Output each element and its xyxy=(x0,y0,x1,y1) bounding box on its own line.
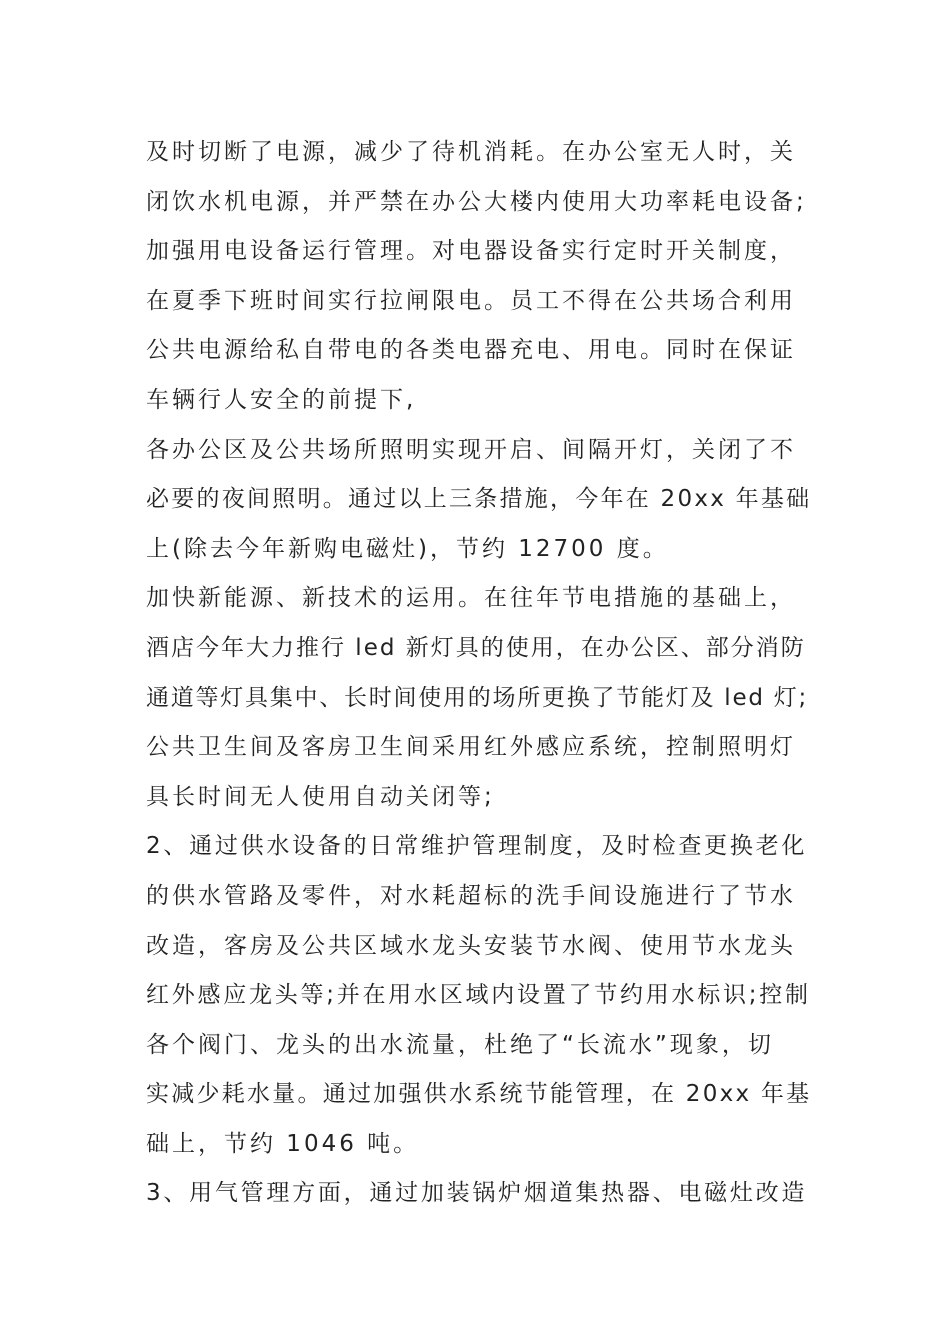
text-line: 3、用气管理方面，通过加装锅炉烟道集热器、电磁灶改造 xyxy=(146,1180,808,1207)
text-line: 及时切断了电源，减少了待机消耗。在办公室无人时，关 xyxy=(146,139,796,165)
text-line: 通道等灯具集中、长时间使用的场所更换了节能灯及 led 灯; xyxy=(146,684,809,711)
text-line: 车辆行人安全的前提下, xyxy=(146,386,417,413)
text-line: 公共电源给私自带电的各类电器充电、用电。同时在保证 xyxy=(146,337,796,364)
text-line: 各办公区及公共场所照明实现开启、间隔开灯，关闭了不 xyxy=(146,436,796,463)
text-line: 础上，节约 1046 吨。 xyxy=(146,1130,420,1157)
text-line: 改造，客房及公共区域水龙头安装节水阀、使用节水龙头 xyxy=(146,932,796,959)
text-line: 酒店今年大力推行 led 新灯具的使用，在办公区、部分消防 xyxy=(146,634,806,661)
text-line: 红外感应龙头等;并在用水区域内设置了节约用水标识;控制 xyxy=(146,982,811,1009)
text-line: 上(除去今年新购电磁灶)，节约 12700 度。 xyxy=(146,535,669,562)
text-line: 的供水管路及零件，对水耗超标的洗手间设施进行了节水 xyxy=(146,882,796,909)
text-line: 2、通过供水设备的日常维护管理制度，及时检查更换老化 xyxy=(146,833,808,860)
document-body xyxy=(146,128,811,1219)
text-line: 闭饮水机电源，并严禁在办公大楼内使用大功率耗电设备; xyxy=(146,188,807,215)
text-line: 实减少耗水量。通过加强供水系统节能管理，在 20xx 年基 xyxy=(146,1081,812,1108)
text-line: 必要的夜间照明。通过以上三条措施，今年在 20xx 年基础 xyxy=(146,486,812,513)
text-line: 具长时间无人使用自动关闭等; xyxy=(146,783,495,810)
text-line: 加快新能源、新技术的运用。在往年节电措施的基础上， xyxy=(146,585,796,612)
text-line: 公共卫生间及客房卫生间采用红外感应系统，控制照明灯 xyxy=(146,734,796,761)
text-line: 在夏季下班时间实行拉闸限电。员工不得在公共场合利用 xyxy=(146,287,796,314)
text-line: 各个阀门、龙头的出水流量，杜绝了“长流水”现象，切 xyxy=(146,1031,774,1058)
text-line: 加强用电设备运行管理。对电器设备实行定时开关制度， xyxy=(146,238,796,265)
